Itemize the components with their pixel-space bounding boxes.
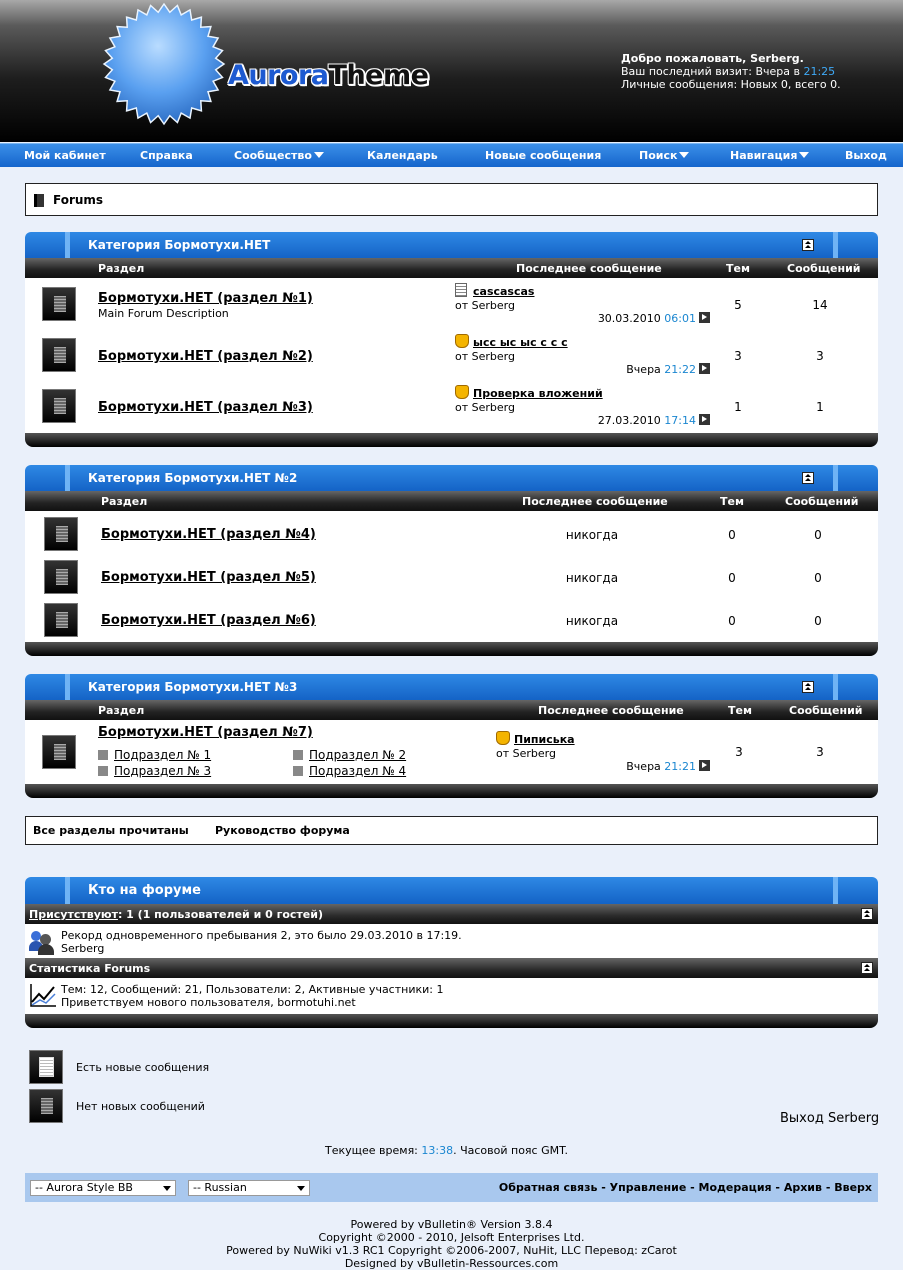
stats-chart-icon [29, 982, 57, 1008]
subforum-icon [98, 766, 108, 776]
site-logo[interactable] [228, 60, 428, 91]
welcome-user-link[interactable]: Serberg [750, 52, 800, 65]
forum-status-icon [42, 338, 76, 372]
collapse-icon[interactable] [861, 908, 873, 920]
stats-bar [25, 958, 878, 978]
subforum-link[interactable] [293, 764, 406, 778]
subforum-link[interactable] [98, 764, 211, 778]
admin-link[interactable]: Управление [609, 1181, 687, 1194]
category-footer [25, 433, 878, 447]
footer-links [499, 1181, 872, 1194]
online-present-bar [25, 904, 878, 924]
welcome-new-user-line [61, 996, 356, 1009]
category-header [25, 232, 878, 258]
subforum-label: Подраздел № 4 [309, 764, 407, 778]
category-header [25, 674, 878, 700]
lastpost-title-link[interactable]: cascascas [473, 285, 535, 298]
forum-status-icon [44, 560, 78, 594]
designed-line [0, 1257, 903, 1270]
lastpost-date-line [598, 414, 710, 427]
lastpost-date-line [626, 363, 710, 376]
nav-my-cabinet[interactable]: Мой кабинет [24, 149, 106, 162]
header-strip [65, 674, 70, 700]
collapse-icon[interactable] [802, 681, 814, 693]
nav-logout[interactable]: Выход [845, 149, 887, 162]
copyright: Copyright ©2000 - 2010, Jelsoft Enterprises Ltd. [318, 1231, 585, 1244]
designed-text: Designed by [344, 1257, 418, 1270]
header-strip [65, 465, 70, 491]
subforum-icon [293, 750, 303, 760]
time-suffix: . Часовой пояс GMT. [453, 1144, 569, 1157]
col-threads: Тем [726, 262, 750, 275]
header-strip [65, 232, 70, 258]
collapse-icon[interactable] [861, 962, 873, 974]
col-posts: Сообщений [789, 704, 863, 717]
link-separator: - [821, 1181, 835, 1194]
nuwiki-line [0, 1244, 903, 1257]
stats-body [25, 978, 878, 1014]
post-count: 1 [816, 400, 824, 414]
category-title[interactable]: Категория Бормотухи.НЕТ [88, 238, 271, 252]
subforum-icon [98, 750, 108, 760]
archive-link[interactable]: Архив [783, 1181, 822, 1194]
lastpost-never: никогда [565, 614, 619, 628]
chevron-down-icon [799, 152, 809, 158]
site-header [0, 0, 903, 142]
mark-all-read-link[interactable]: Все разделы прочитаны [33, 824, 189, 837]
chevron-down-icon [163, 1186, 171, 1191]
legend-nonew-label: Нет новых сообщений [76, 1100, 205, 1113]
col-lastpost: Последнее сообщение [538, 704, 684, 717]
breadcrumb-title: Forums [53, 193, 104, 207]
welcome-prefix: Добро пожаловать, [621, 52, 751, 65]
nav-community[interactable] [234, 149, 324, 162]
subforum-label: Подраздел № 1 [114, 748, 212, 762]
lastpost-date-line [598, 312, 710, 325]
lastpost-author-line [455, 401, 515, 414]
breadcrumb [25, 183, 878, 216]
by-label: от [455, 350, 472, 363]
thumbs-up-icon [455, 334, 469, 348]
col-lastpost: Последнее сообщение [522, 495, 668, 508]
translator-link[interactable]: zCarot [641, 1244, 677, 1257]
link-separator: - [771, 1181, 784, 1194]
by-label: от [455, 299, 472, 312]
document-icon [455, 283, 467, 297]
col-posts: Сообщений [785, 495, 859, 508]
designer-link[interactable]: vBulletin-Ressources.com [417, 1257, 559, 1270]
forum-link[interactable]: Бормотухи.НЕТ (раздел №4) [101, 527, 316, 542]
forum-link[interactable]: Бормотухи.НЕТ (раздел №2) [98, 349, 313, 364]
forum-status-icon [42, 389, 76, 423]
lastpost-time: 17:14 [664, 414, 696, 427]
language-select-value: -- Russian [193, 1181, 247, 1194]
feedback-link[interactable]: Обратная связь [498, 1181, 598, 1194]
private-messages-link[interactable]: Личные сообщения [621, 78, 734, 91]
header-strip [833, 674, 838, 700]
thread-count: 3 [735, 745, 743, 759]
forum-guide-link[interactable]: Руководство форума [215, 824, 350, 837]
category-header [25, 465, 878, 491]
col-forum: Раздел [101, 495, 148, 508]
forum-links-bar [25, 816, 878, 845]
category-title[interactable]: Категория Бормотухи.НЕТ №2 [88, 471, 298, 485]
forum-status-icon [42, 735, 76, 769]
nav-search-label: Поиск [639, 149, 678, 162]
style-select[interactable] [30, 1180, 176, 1196]
lastpost-time: 06:01 [664, 312, 696, 325]
lastpost-user-link[interactable]: Serberg [471, 299, 515, 312]
header-strip [833, 465, 838, 491]
collapse-icon[interactable] [802, 239, 814, 251]
forum-link[interactable]: Бормотухи.НЕТ (раздел №6) [101, 613, 316, 628]
copyright-block [0, 1218, 903, 1270]
lastpost-date: Вчера [626, 363, 661, 376]
forum-link[interactable]: Бормотухи.НЕТ (раздел №5) [101, 570, 316, 585]
welcome-new-user-text: Приветствуем нового пользователя, [61, 996, 278, 1009]
private-messages-count: : Новых 0, всего 0. [733, 78, 841, 91]
online-user-link[interactable]: Serberg [61, 942, 105, 955]
link-separator: - [686, 1181, 699, 1194]
thread-count: 1 [734, 400, 742, 414]
forum-status-icon [42, 287, 76, 321]
chevron-down-icon [314, 152, 324, 158]
col-lastpost: Последнее сообщение [516, 262, 662, 275]
forum-status-icon [44, 517, 78, 551]
present-text: : 1 (1 пользователей и 0 гостей) [117, 908, 323, 921]
thumbs-up-icon [455, 385, 469, 399]
go-to-last-post-icon[interactable] [699, 363, 710, 374]
nuwiki-text: Powered by NuWiki v1.3 RC1 Copyright ©2006-2007, NuHit, LLC Перевод: [226, 1244, 642, 1257]
post-count: 0 [814, 571, 822, 585]
navbar [0, 143, 903, 167]
current-time [325, 1144, 568, 1157]
lastpost-title-line [455, 334, 568, 349]
last-visit-label: Ваш последний визит: Вчера в [621, 65, 804, 78]
category-footer [25, 784, 878, 798]
logo-text-theme: Theme [328, 60, 429, 91]
forum-description: Main Forum Description [98, 307, 229, 320]
nav-new-posts[interactable]: Новые сообщения [485, 149, 602, 162]
legend-new-label: Есть новые сообщения [76, 1061, 210, 1074]
lastpost-user-link[interactable]: Serberg [512, 747, 556, 760]
thread-count: 0 [728, 528, 736, 542]
forum-status-icon [44, 603, 78, 637]
forum-list [25, 511, 878, 642]
column-header-row [25, 258, 878, 278]
collapse-icon[interactable] [802, 472, 814, 484]
forum-list [25, 720, 878, 784]
lastpost-user-link[interactable]: Serberg [471, 401, 515, 414]
link-separator: - [597, 1181, 610, 1194]
col-threads: Тем [720, 495, 744, 508]
no-new-posts-legend-icon [29, 1089, 63, 1123]
post-count: 0 [814, 614, 822, 628]
col-threads: Тем [728, 704, 752, 717]
header-strip [65, 877, 70, 904]
new-user-link[interactable]: bormotuhi.net [277, 996, 356, 1009]
post-count: 3 [816, 745, 824, 759]
by-label: от [455, 401, 472, 414]
post-count: 14 [812, 298, 828, 312]
online-header [25, 877, 878, 904]
users-icon [29, 931, 55, 955]
online-title: Кто на форуме [88, 883, 201, 898]
lastpost-author-line [455, 299, 515, 312]
subforum-label: Подраздел № 3 [114, 764, 212, 778]
forum-link[interactable]: Бормотухи.НЕТ (раздел №1) [98, 291, 313, 306]
stats-text: Тем: 12, Сообщений: 21, Пользователи: 2, Активные участники: 1 [61, 983, 444, 996]
language-select[interactable] [188, 1180, 310, 1196]
post-count: 3 [816, 349, 824, 363]
lastpost-never: никогда [565, 571, 619, 585]
nav-search[interactable] [639, 149, 689, 162]
lastpost-author-line [455, 350, 515, 363]
moderation-link[interactable]: Модерация [698, 1181, 772, 1194]
lastpost-date: 30.03.2010 [597, 312, 661, 325]
column-header-row [25, 491, 878, 511]
lastpost-date-line [626, 760, 710, 773]
post-count: 0 [814, 528, 822, 542]
record-text: Рекорд одновременного пребывания 2, это было 29.03.2010 в 17:19. [61, 929, 462, 942]
category-footer [25, 642, 878, 656]
go-to-last-post-icon[interactable] [699, 760, 710, 771]
column-header-row [25, 700, 878, 720]
lastpost-author-line [496, 747, 556, 760]
nav-navigation-label: Навигация [730, 149, 798, 162]
nav-community-label: Сообщество [234, 149, 312, 162]
thread-count: 0 [728, 571, 736, 585]
subforum-icon [293, 766, 303, 776]
nav-calendar[interactable]: Календарь [367, 149, 438, 162]
stats-title: Статистика Forums [29, 962, 151, 975]
subforum-link[interactable] [98, 748, 211, 762]
header-strip [833, 232, 838, 258]
col-posts: Сообщений [787, 262, 861, 275]
footer-bar [25, 1173, 878, 1202]
online-body [25, 924, 878, 958]
go-to-last-post-icon[interactable] [699, 312, 710, 323]
thumbs-up-icon [496, 731, 510, 745]
lastpost-title-link[interactable]: Пиписька [514, 733, 575, 746]
lastpost-title-line [455, 283, 534, 298]
powered-by: Powered by vBulletin® Version 3.8.4 [350, 1218, 553, 1231]
forum-link[interactable]: Бормотухи.НЕТ (раздел №3) [98, 400, 313, 415]
forum-list [25, 278, 878, 433]
lastpost-title-link[interactable]: ысс ыс ыс с с с [473, 336, 568, 349]
online-footer [25, 1014, 878, 1028]
logo-text-aurora: Aurora [228, 60, 329, 91]
welcome-suffix: . [799, 52, 804, 65]
thread-count: 0 [728, 614, 736, 628]
thread-count: 5 [734, 298, 742, 312]
header-strip [833, 877, 838, 904]
lastpost-title-link[interactable]: Проверка вложений [473, 387, 603, 400]
forum-folder-icon [34, 194, 44, 207]
subforum-label: Подраздел № 2 [309, 748, 407, 762]
nav-navigation[interactable] [730, 149, 809, 162]
top-link[interactable]: Вверх [834, 1181, 872, 1194]
lastpost-title-line [496, 731, 575, 746]
col-forum: Раздел [98, 704, 145, 717]
col-forum: Раздел [98, 262, 145, 275]
lastpost-never: никогда [565, 528, 619, 542]
welcome-block [621, 52, 841, 91]
go-to-last-post-icon[interactable] [699, 414, 710, 425]
forum-link[interactable]: Бормотухи.НЕТ (раздел №7) [98, 725, 313, 740]
thread-count: 3 [734, 349, 742, 363]
lastpost-time: 21:22 [664, 363, 696, 376]
online-present-line [29, 908, 323, 921]
chevron-down-icon [679, 152, 689, 158]
by-label: от [496, 747, 513, 760]
logout-link[interactable]: Выход Serberg [780, 1111, 880, 1126]
category-title[interactable]: Категория Бормотухи.НЕТ №3 [88, 680, 298, 694]
lastpost-date: 27.03.2010 [597, 414, 661, 427]
seal-logo-icon [102, 2, 226, 126]
present-label-link[interactable]: Присутствуют [29, 908, 118, 921]
last-visit-time: 21:25 [803, 65, 836, 78]
time-prefix: Текущее время: [325, 1144, 422, 1157]
nav-help[interactable]: Справка [140, 149, 193, 162]
lastpost-user-link[interactable]: Serberg [471, 350, 515, 363]
lastpost-date: Вчера [626, 760, 661, 773]
subforum-link[interactable] [293, 748, 406, 762]
chevron-down-icon [297, 1186, 305, 1191]
style-select-value: -- Aurora Style BB [35, 1181, 133, 1194]
lastpost-time: 21:21 [664, 760, 696, 773]
new-posts-legend-icon [29, 1050, 63, 1084]
time-value: 13:38 [421, 1144, 454, 1157]
lastpost-title-line [455, 385, 603, 400]
